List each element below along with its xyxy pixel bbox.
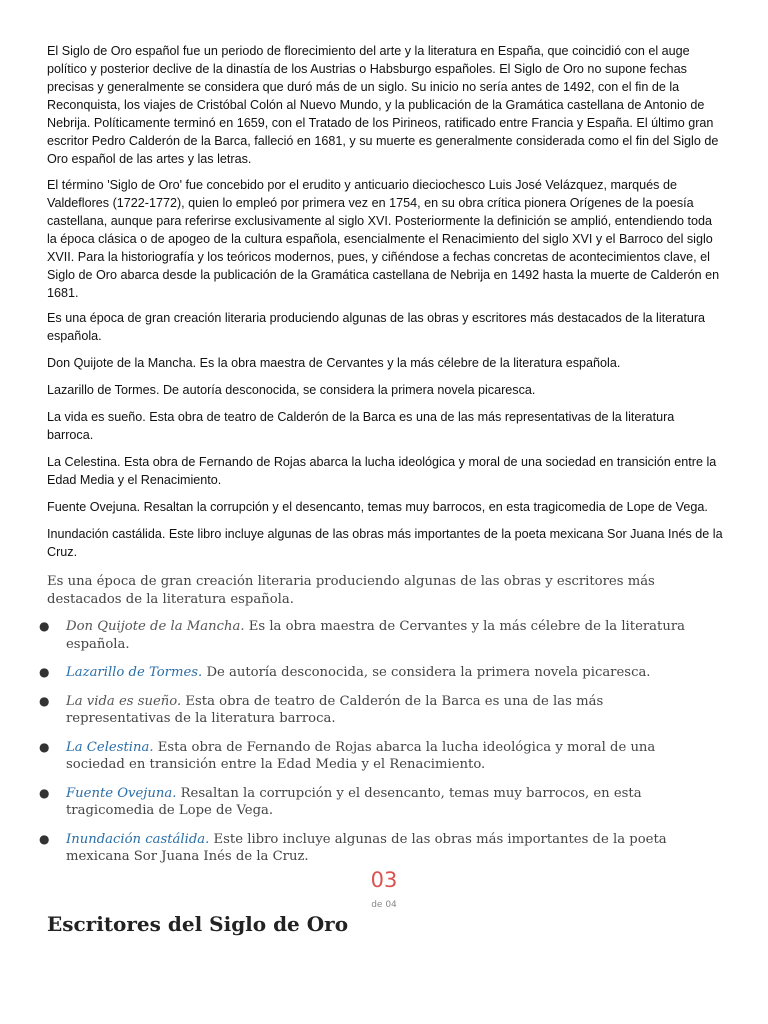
paragraph-celestina: La Celestina. Esta obra de Fernando de Rojas abarca la lucha ideológica y moral de una sociedad en transición entre la Edad Media y el Renacimiento. <box>47 455 717 487</box>
list-item <box>30 785 690 820</box>
work-description: Resaltan la corrupción y el desencanto, temas muy barrocos, en esta tragicomedia de Lope de Vega. <box>66 785 642 818</box>
work-title: Don Quijote de la Mancha. <box>66 619 245 634</box>
paragraph-inundacion: Inundación castálida. Este libro incluye algunas de las obras más importantes de la poeta mexicana Sor Juana Inés de la Cruz. <box>47 527 723 559</box>
paragraph-termino-origen: El término 'Siglo de Oro' fue concebido por el erudito y anticuario dieciochesco Luis José Velázquez, marqués de Valdeflores (1722-1772), quien lo empleó por primera vez en 1754, en su obra crítica pionera Orígenes de la poesía castellana, aunque para referirse exclusivamente al siglo XVI. Posteriormente la definición se amplió, entendiendo toda la época clásica o de apogeo de la cultura española, esencialmente el Renacimiento del siglo XVI y el Barroco del siglo XVII. Para la historiografía y los teóricos modernos, pues, y ciñéndose a fechas concretas de acontecimientos clave, el Siglo de Oro abarca desde la publicación de la Gramática castellana de Nebrija en 1492 hasta la muerte de Calderón en 1681. <box>47 178 720 300</box>
work-title: La vida es sueño. <box>66 693 182 709</box>
work-description: Es la obra maestra de Cervantes y la más célebre de la literatura española. <box>66 619 686 652</box>
work-title-link[interactable]: Fuente Ovejuna. <box>66 785 177 801</box>
list-item <box>30 831 690 866</box>
bullet-icon: ● <box>39 619 50 633</box>
paragraph-epoca-creacion: Es una época de gran creación literaria produciendo algunas de las obras y escritores más destacados de la literatura española. <box>47 311 706 343</box>
work-description: Esta obra de Fernando de Rojas abarca la lucha ideológica y moral de una sociedad en transición entre la Edad Media y el Renacimiento. <box>66 739 656 772</box>
paragraph-lazarillo: Lazarillo de Tormes. De autoría desconocida, se considera la primera novela picaresca. <box>47 383 536 397</box>
page-total: de 04 <box>371 900 397 910</box>
paragraph-vida-es-sueno: La vida es sueño. Esta obra de teatro de Calderón de la Barca es una de las más representativas de la literatura barroca. <box>47 410 675 442</box>
work-title-link[interactable]: Lazarillo de Tormes. <box>66 665 203 680</box>
list-item <box>30 693 690 728</box>
paragraph-quijote: Don Quijote de la Mancha. Es la obra maestra de Cervantes y la más célebre de la literatura española. <box>47 356 621 370</box>
list-item <box>30 664 690 682</box>
works-intro-text: Es una época de gran creación literaria produciendo algunas de las obras y escritores más destacados de la literatura española. <box>47 574 655 607</box>
works-list <box>30 618 690 877</box>
bullet-icon: ● <box>39 831 50 846</box>
bullet-icon: ● <box>39 739 50 754</box>
bullet-icon: ● <box>39 665 50 679</box>
bullet-icon: ● <box>39 693 50 708</box>
list-item <box>30 618 690 653</box>
page-number: 03 <box>370 868 398 892</box>
paragraph-siglo-de-oro-intro: El Siglo de Oro español fue un periodo de florecimiento del arte y la literatura en España, que coincidió con el auge político y posterior declive de la dinastía de los Austrias o Habsburgo españoles. El Siglo de Oro no supone fechas precisas y generalmente se considera que duró más de un siglo. Su inicio no sería antes de 1492, con el fin de la Reconquista, los viajes de Cristóbal Colón al Nuevo Mundo, y la publicación de la Gramática castellana de Antonio de Nebrija. Políticamente terminó en 1659, con el Tratado de los Pirineos, ratificado entre Francia y España. El último gran escritor Pedro Calderón de la Barca, falleció en 1681, y su muerte es generalmente considerada como el fin del Siglo de Oro español de las artes y las letras. <box>47 44 719 166</box>
section-heading: Escritores del Siglo de Oro <box>47 912 349 936</box>
bullet-icon: ● <box>39 785 50 800</box>
work-description: Este libro incluye algunas de las obras más importantes de la poeta mexicana Sor Juana Inés de la Cruz. <box>66 831 667 864</box>
work-description: Esta obra de teatro de Calderón de la Barca es una de las más representativas de la literatura barroca. <box>66 693 604 726</box>
work-description: De autoría desconocida, se considera la primera novela picaresca. <box>202 665 651 680</box>
work-title-link[interactable]: La Celestina. <box>66 739 154 755</box>
paragraph-fuente-ovejuna: Fuente Ovejuna. Resaltan la corrupción y el desencanto, temas muy barrocos, en esta tragicomedia de Lope de Vega. <box>47 500 708 514</box>
work-title-link[interactable]: Inundación castálida. <box>66 831 210 847</box>
list-item <box>30 739 690 774</box>
